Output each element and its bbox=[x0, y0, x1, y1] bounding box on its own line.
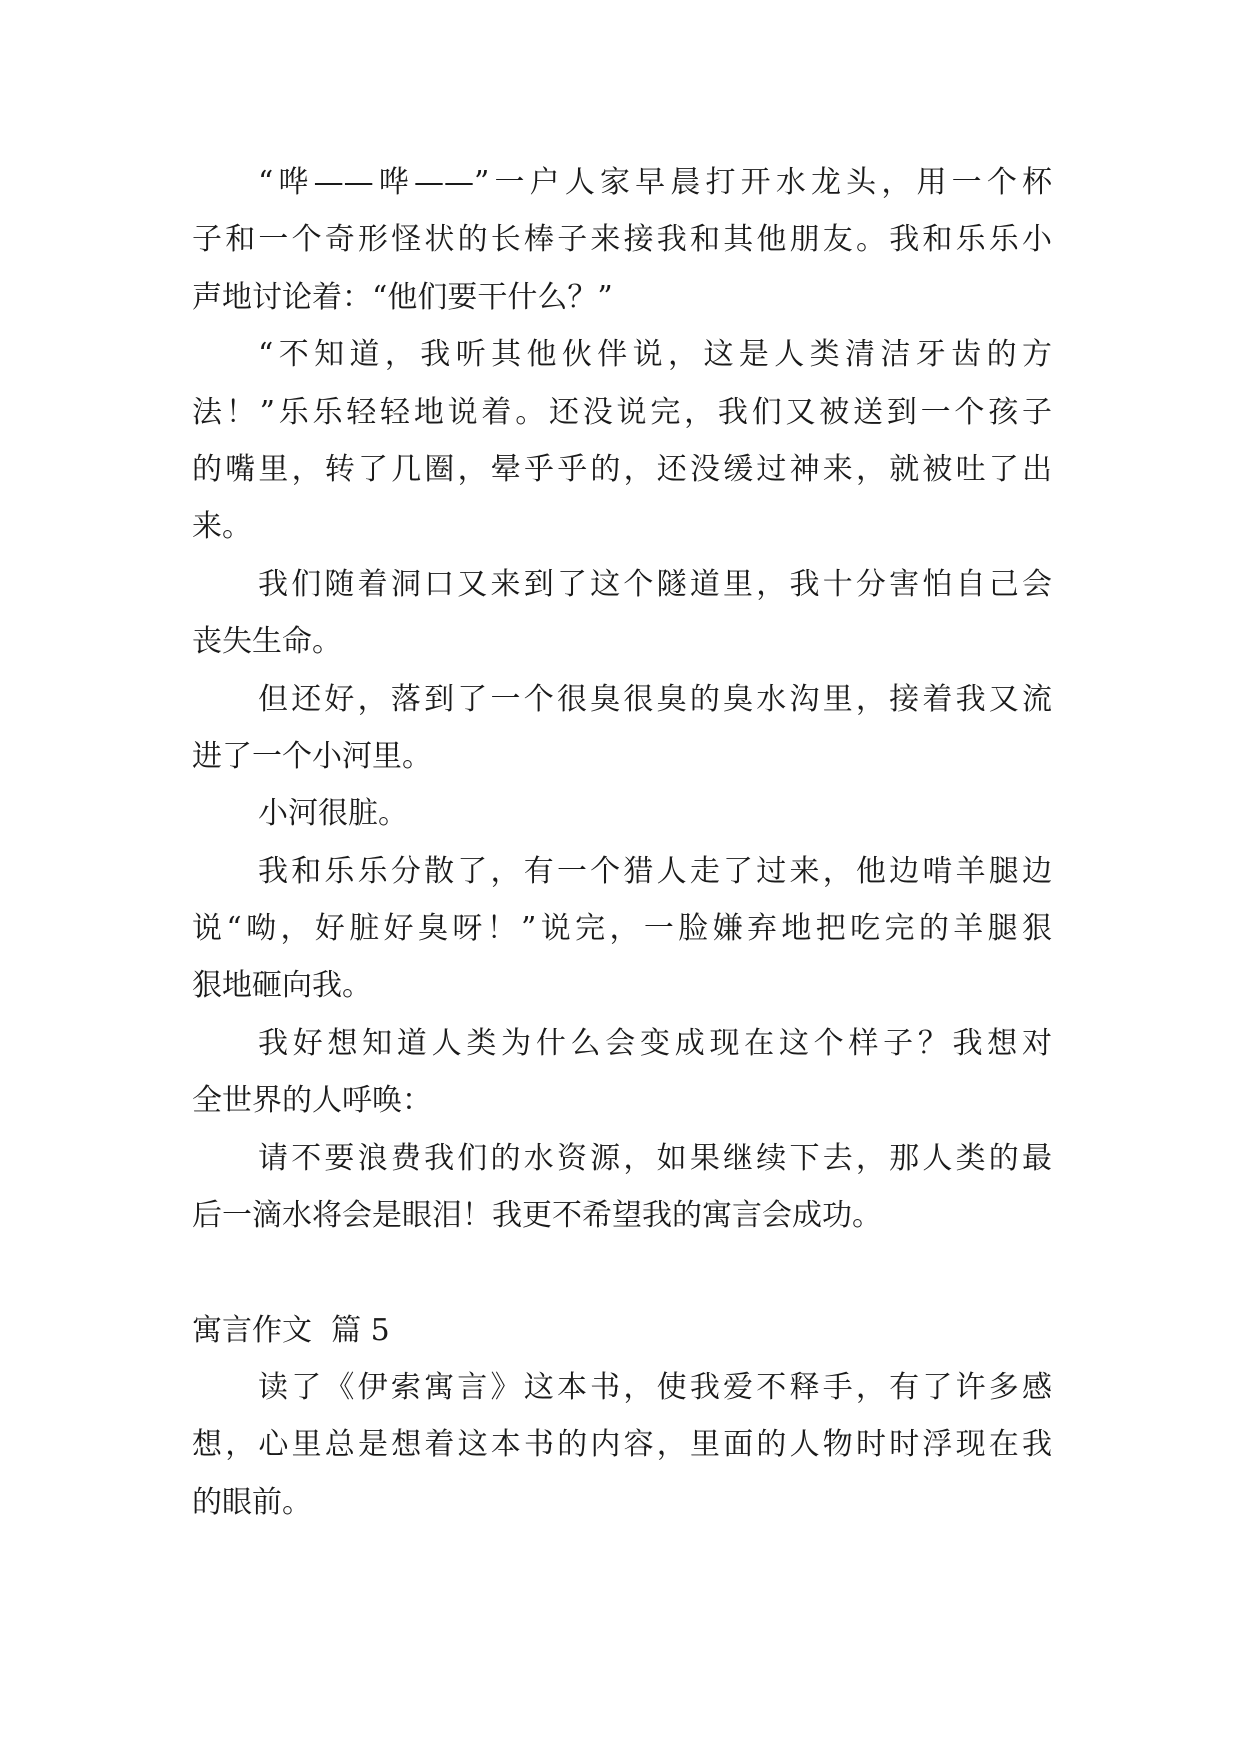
paragraph-line: 请不要浪费我们的水资源，如果继续下去，那人类的最 bbox=[258, 1140, 1052, 1176]
essay-body-top bbox=[192, 154, 1052, 1244]
section-heading: 寓言作文 篇 5 bbox=[192, 1313, 390, 1348]
paragraph-line: 小河很脏。 bbox=[258, 796, 408, 832]
section-body bbox=[192, 1359, 1052, 1531]
section-heading-block bbox=[192, 1302, 1052, 1359]
paragraph-line: 的眼前。 bbox=[192, 1484, 312, 1520]
paragraph-line: 我和乐乐分散了，有一个猎人走了过来，他边啃羊腿边 bbox=[258, 853, 1052, 889]
paragraph-line: “不知道，我听其他伙伴说，这是人类清洁牙齿的方 bbox=[258, 337, 1052, 373]
paragraph-line: 后一滴水将会是眼泪！我更不希望我的寓言会成功。 bbox=[192, 1198, 882, 1234]
paragraph-line: 进了一个小河里。 bbox=[192, 738, 432, 774]
paragraph-line: “哗——哗——”一户人家早晨打开水龙头，用一个杯 bbox=[258, 165, 1052, 200]
paragraph-line: 狠地砸向我。 bbox=[192, 968, 372, 1004]
paragraph-line: 丧失生命。 bbox=[192, 624, 342, 660]
paragraph-line: 声地讨论着：“他们要干什么？” bbox=[192, 279, 613, 315]
paragraph-line: 法！”乐乐轻轻地说着。还没说完，我们又被送到一个孩子 bbox=[192, 394, 1052, 430]
paragraph-line: 读了《伊索寓言》这本书，使我爱不释手，有了许多感 bbox=[258, 1370, 1052, 1405]
paragraph-line: 的嘴里，转了几圈，晕乎乎的，还没缓过神来，就被吐了出 bbox=[192, 451, 1052, 487]
paragraph-line: 说“呦，好脏好臭呀！”说完，一脸嫌弃地把吃完的羊腿狠 bbox=[192, 911, 1052, 947]
paragraph-line: 全世界的人呼唤： bbox=[192, 1083, 432, 1119]
paragraph-line: 来。 bbox=[192, 509, 252, 545]
paragraph-line: 我好想知道人类为什么会变成现在这个样子？我想对 bbox=[258, 1025, 1052, 1061]
paragraph-line: 想，心里总是想着这本书的内容，里面的人物时时浮现在我 bbox=[192, 1427, 1052, 1463]
paragraph-line: 我们随着洞口又来到了这个隧道里，我十分害怕自己会 bbox=[258, 566, 1052, 602]
paragraph-line: 但还好，落到了一个很臭很臭的臭水沟里，接着我又流 bbox=[258, 681, 1052, 717]
paragraph-line: 子和一个奇形怪状的长棒子来接我和其他朋友。我和乐乐小 bbox=[192, 222, 1052, 258]
